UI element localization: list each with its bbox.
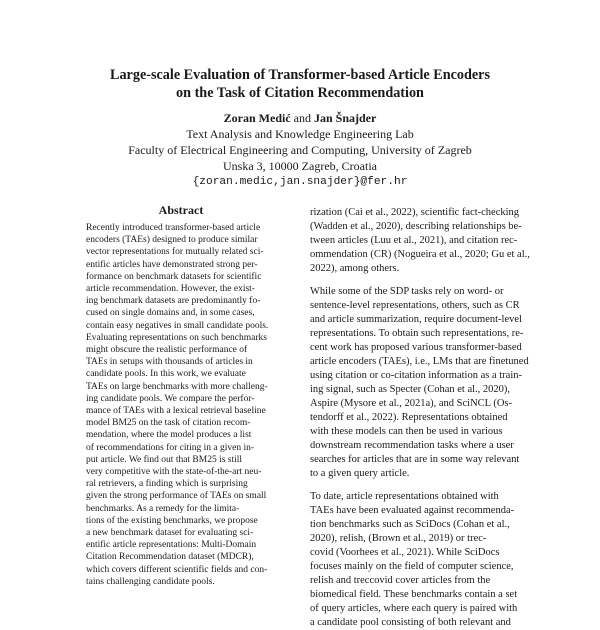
abstract-line: entific article representations: Multi-Domain [86, 540, 257, 551]
title-line-2: on the Task of Citation Recommendation [176, 85, 424, 101]
abstract-line: candidate pools. In this work, we evaluate [86, 369, 246, 380]
paper-title [0, 66, 600, 102]
abstract-line: given the strong performance of TAEs on small [86, 491, 267, 502]
author-block [0, 110, 600, 190]
abstract-line: a new benchmark dataset for evaluating sci- [86, 528, 254, 539]
body-line: downstream recommendation tasks where a user [310, 440, 514, 451]
body-line: While some of the SDP tasks rely on word- or [310, 286, 504, 297]
body-line: relish and treccovid cover articles from the [310, 575, 491, 586]
body-line: article encoders (TAEs), i.e., LMs that are finetuned [310, 356, 529, 367]
body-line: tendorff et al., 2022). Representations obtained [310, 412, 508, 423]
abstract-body [86, 222, 276, 588]
abstract-line: might obscure the realistic performance of [86, 345, 248, 356]
body-line: (Wadden et al., 2020), describing relationships be- [310, 221, 522, 232]
abstract-line: vector representations for mutually related sci- [86, 247, 264, 258]
body-paragraph-2 [310, 285, 532, 481]
body-line: covid (Voorhees et al., 2021). While SciDocs [310, 547, 500, 558]
title-line-1: Large-scale Evaluation of Transformer-based Article Encoders [110, 67, 490, 83]
abstract-line: article recommendation. However, the exist- [86, 284, 255, 295]
body-line: cent work has proposed various transformer-based [310, 342, 522, 353]
body-line: sentence-level representations, others, such as CR [310, 300, 520, 311]
body-line: ing signal, such as Specter (Cohan et al., 2020), [310, 384, 511, 395]
body-line: tion benchmarks such as SciDocs (Cohan et al., [310, 519, 510, 530]
author-names [0, 110, 600, 126]
abstract-line: put article. We find out that BM25 is still [86, 454, 243, 465]
body-line: Aspire (Mysore et al., 2021a), and SciNCL (Os- [310, 398, 512, 409]
abstract-line: Recently introduced transformer-based article [86, 223, 261, 233]
abstract-line: benchmarks. As a remedy for the limita- [86, 503, 240, 514]
abstract-line: entific articles have demonstrated strong per- [86, 259, 258, 270]
abstract-line: very competitive with the state-of-the-art neu- [86, 467, 262, 478]
abstract-line: formance on benchmark datasets for scientific [86, 271, 262, 282]
body-line: using citation or co-citation information as a train- [310, 370, 522, 381]
body-line: searches for articles that are in some way relevant [310, 454, 520, 465]
author-2: Jan Šnajder [313, 111, 377, 125]
body-line: to a given query article. [310, 468, 410, 479]
body-line: tween articles (Luu et al., 2021), and citation rec- [310, 235, 518, 246]
body-line: representations. To obtain such representations, re- [310, 328, 524, 339]
body-line: TAEs have been evaluated against recommenda- [310, 505, 515, 516]
body-line: and article summarization, require document-level [310, 314, 522, 325]
abstract-line: which covers different scientific fields and con- [86, 564, 268, 575]
abstract-line: Evaluating representations on such benchmarks [86, 332, 267, 343]
abstract-line: model BM25 on the task of citation recom- [86, 418, 251, 429]
body-line: focuses mainly on the field of computer science, [310, 561, 514, 572]
abstract-line: of recommendations for citing in a given in- [86, 442, 255, 453]
author-email: {zoran.medic,jan.snajder}@fer.hr [192, 176, 408, 188]
abstract-heading: Abstract [158, 203, 204, 217]
abstract-line: ral retrievers, a finding which is surprising [86, 479, 248, 490]
left-column [86, 202, 276, 588]
abstract-line: tains challenging candidate pools. [86, 576, 215, 587]
affiliation-address: Unska 3, 10000 Zagreb, Croatia [223, 159, 377, 173]
body-line: biomedical field. These benchmarks contain a set [310, 589, 518, 600]
body-line: rization (Cai et al., 2022), scientific fact-checking [310, 207, 520, 218]
author-conjunction: and [293, 111, 311, 125]
body-paragraph-1 [310, 206, 532, 276]
abstract-line: encoders (TAEs) designed to produce similar [86, 235, 258, 246]
abstract-line: contain easy negatives in small candidate pools. [86, 320, 269, 331]
body-line: with these models can then be used in various [310, 426, 503, 437]
abstract-line: mendation, where the model produces a list [86, 430, 252, 441]
body-paragraph-3 [310, 490, 532, 630]
body-line: To date, article representations obtained with [310, 491, 499, 502]
body-line: ommendation (CR) (Nogueira et al., 2020; Gu et al., [310, 249, 530, 260]
abstract-line: mance of TAEs with a lexical retrieval baseline [86, 406, 266, 417]
body-line: 2020), relish, (Brown et al., 2019) or trec- [310, 533, 487, 544]
abstract-line: ing candidate pools. We compare the perfor- [86, 393, 255, 404]
body-line: 2022), among others. [310, 263, 400, 274]
body-line: of query articles, where each query is paired with [310, 603, 518, 614]
abstract-line: tions of the existing benchmarks, we propose [86, 515, 258, 526]
body-line: a candidate pool consisting of both relevant and [310, 617, 511, 628]
abstract-line: TAEs on large benchmarks with more challeng- [86, 381, 268, 392]
author-1: Zoran Medić [223, 111, 291, 125]
abstract-line: Citation Recommendation dataset (MDCR), [86, 552, 254, 563]
affiliation-lab: Text Analysis and Knowledge Engineering Lab [186, 127, 414, 141]
abstract-line: cused on single domains and, in some cases, [86, 308, 255, 319]
affiliation-faculty: Faculty of Electrical Engineering and Computing, University of Zagreb [128, 143, 472, 157]
right-column [310, 206, 532, 630]
abstract-line: ing benchmark datasets are predominantly fo- [86, 296, 261, 307]
abstract-line: TAEs in setups with thousands of articles in [86, 357, 253, 368]
